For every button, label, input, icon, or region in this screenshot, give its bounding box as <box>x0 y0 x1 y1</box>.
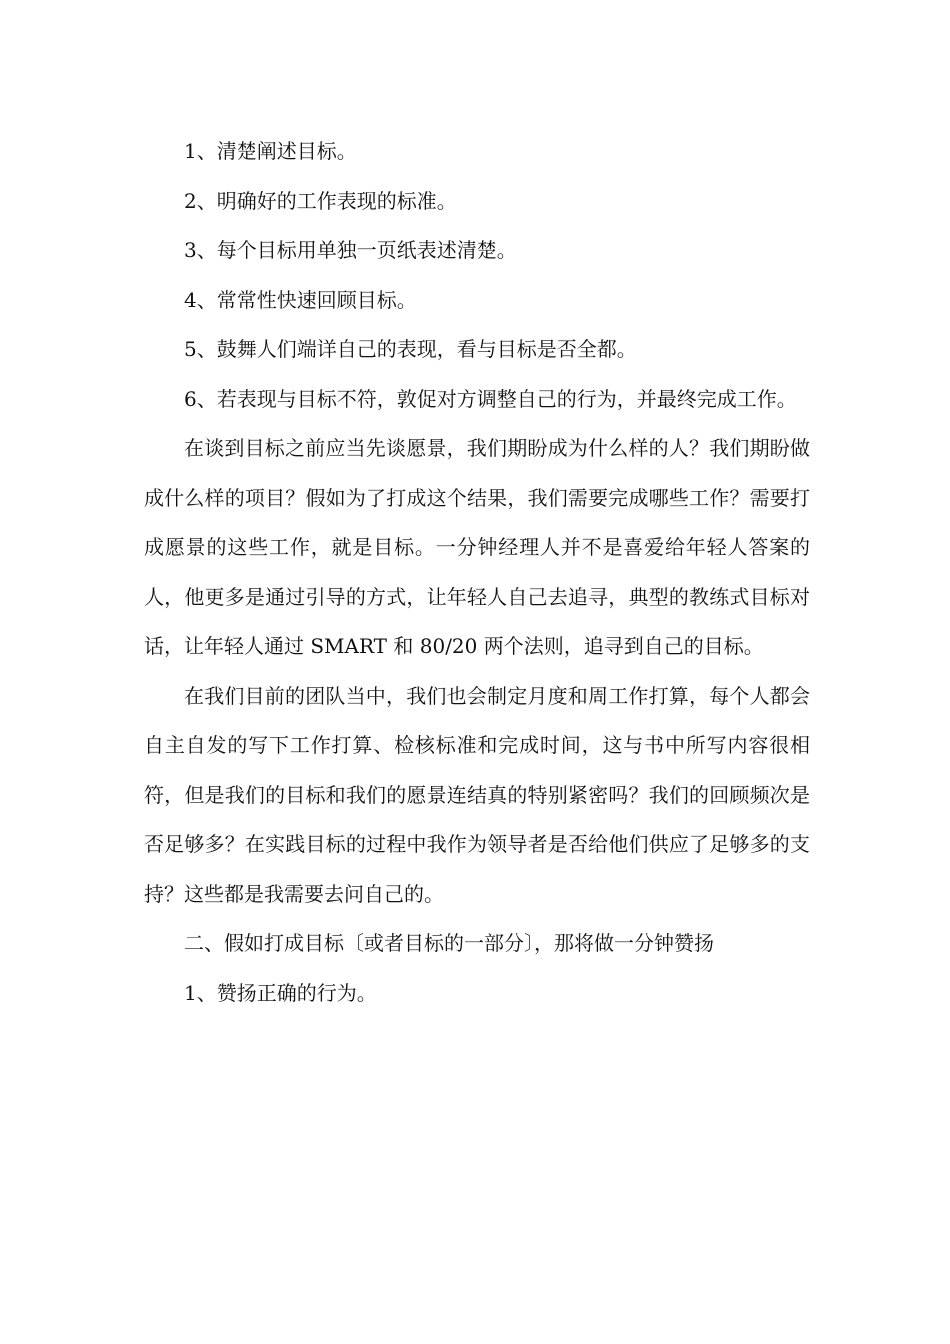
section-heading-one-minute-praise: 二、假如打成目标〔或者目标的一部分〕，那将做一分钟赞扬 <box>184 931 714 955</box>
list-item-clear-goals: 1、清楚阐述目标。 <box>184 139 357 163</box>
list-item-adjust-behavior: 6、若表现与目标不符，敦促对方调整自己的行为，并最终完成工作。 <box>184 386 797 411</box>
list-item-performance-standard: 2、明确好的工作表现的标准。 <box>184 188 457 213</box>
list-item-review-goals: 4、常常性快速回顾目标。 <box>184 287 417 312</box>
paragraph-vision-and-goals: 在谈到目标之前应当先谈愿景，我们期盼成为什么样的人？我们期盼做成什么样的项目？假如为了打成这个结果，我们需要完成哪些工作？需要打成愿景的这些工作，就是目标。一分钟经理人并不是喜爱给年轻人答案的人，他更多是通过引导的方式，让年轻人自己去追寻，典型的教练式目标对话，让年轻人通过 SMART 和 80/20 两个法则，追寻到自己的目标。 <box>144 436 810 658</box>
list-item-praise-correct-behavior: 1、赞扬正确的行为。 <box>184 980 377 1005</box>
list-item-encourage-self-review: 5、鼓舞人们端详自己的表现，看与目标是否全都。 <box>184 337 637 361</box>
list-item-one-page-per-goal: 3、每个目标用单独一页纸表述清楚。 <box>184 238 517 262</box>
paragraph-team-planning: 在我们目前的团队当中，我们也会制定月度和周工作打算，每个人都会自主自发的写下工作打算、检核标准和完成时间，这与书中所写内容很相符，但是我们的目标和我们的愿景连结真的特别紧密吗？我们的回顾频次是否足够多？在实践目标的过程中我作为领导者是否给他们供应了足够多的支持？这些都是我需要去问自己的。 <box>144 683 810 906</box>
document-body <box>144 127 810 1018</box>
